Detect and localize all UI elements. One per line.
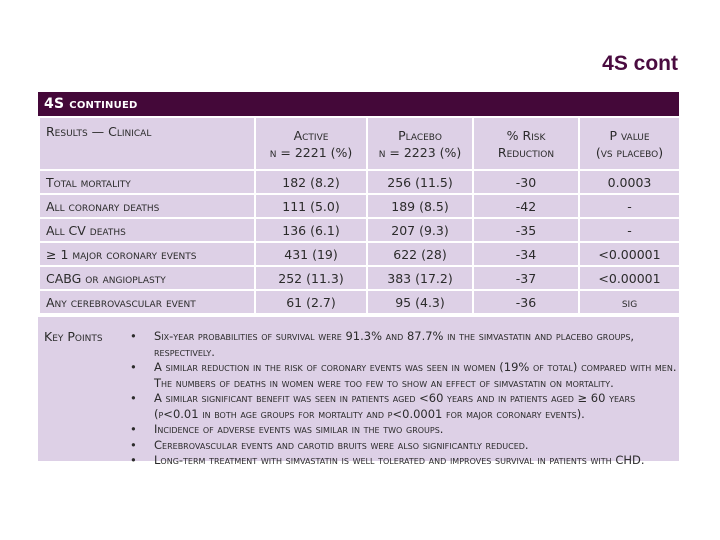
slide-title: 4S cont (602, 52, 678, 75)
header-sublabel: n = 2223 (%) (378, 144, 462, 160)
list-item (130, 360, 677, 391)
row-label: All coronary deaths (39, 194, 255, 218)
active-cell: 252 (11.3) (255, 266, 367, 290)
key-points-section (38, 315, 679, 467)
header-p-value (579, 117, 680, 170)
header-sublabel: n = 2221 (%) (269, 144, 353, 160)
risk-reduction-cell: -36 (473, 290, 579, 314)
row-label: ≥ 1 major coronary events (39, 242, 255, 266)
row-label: All CV deaths (39, 218, 255, 242)
placebo-cell: 207 (9.3) (367, 218, 473, 242)
p-value-cell: - (579, 194, 680, 218)
risk-reduction-cell: -35 (473, 218, 579, 242)
p-value-cell: - (579, 218, 680, 242)
list-item (130, 329, 677, 360)
table-row (39, 218, 680, 242)
header-label: P value (609, 127, 650, 143)
study-panel (38, 92, 679, 467)
header-label: % Risk (506, 127, 546, 143)
active-cell: 111 (5.0) (255, 194, 367, 218)
row-label: Total mortality (39, 170, 255, 194)
table-row (39, 194, 680, 218)
key-point-text: Long-term treatment with simvastatin is well tolerated and improves survival in patients with CHD. (154, 453, 645, 467)
key-point-text: Incidence of adverse events was similar in the two groups. (154, 422, 444, 436)
bullet-icon: • (130, 453, 137, 467)
placebo-cell: 256 (11.5) (367, 170, 473, 194)
active-cell: 431 (19) (255, 242, 367, 266)
bullet-icon: • (130, 360, 137, 374)
table-row (39, 266, 680, 290)
active-cell: 136 (6.1) (255, 218, 367, 242)
placebo-cell: 383 (17.2) (367, 266, 473, 290)
header-placebo (367, 117, 473, 170)
header-active (255, 117, 367, 170)
p-value-cell: <0.00001 (579, 266, 680, 290)
row-label: Any cerebrovascular event (39, 290, 255, 314)
table-row (39, 242, 680, 266)
header-label: Results — Clinical (46, 124, 152, 139)
key-points-list (130, 329, 677, 469)
key-point-text: A similar significant benefit was seen in patients aged <60 years and in patients aged ≥ 60 years (p<0.01 in both age groups for mortality and p<0.0001 for major coronary events). (154, 391, 636, 421)
p-value-cell: sig (579, 290, 680, 314)
header-label: Placebo (398, 127, 442, 143)
header-risk-reduction (473, 117, 579, 170)
active-cell: 61 (2.7) (255, 290, 367, 314)
table-header-row (39, 117, 680, 170)
placebo-cell: 95 (4.3) (367, 290, 473, 314)
header-sublabel: (vs placebo) (595, 144, 664, 160)
placebo-cell: 189 (8.5) (367, 194, 473, 218)
table-row (39, 170, 680, 194)
p-value-cell: <0.00001 (579, 242, 680, 266)
bullet-icon: • (130, 422, 137, 436)
table-row (39, 290, 680, 314)
panel-header-band: 4S continued (38, 92, 679, 116)
header-sublabel: Reduction (497, 144, 555, 160)
bullet-icon: • (130, 329, 137, 343)
placebo-cell: 622 (28) (367, 242, 473, 266)
bullet-icon: • (130, 437, 137, 452)
key-points-label: Key Points (44, 329, 103, 344)
risk-reduction-cell: -42 (473, 194, 579, 218)
bullet-icon: • (130, 391, 137, 405)
header-label: Active (293, 127, 329, 143)
list-item (130, 422, 677, 438)
risk-reduction-cell: -30 (473, 170, 579, 194)
p-value-cell: 0.0003 (579, 170, 680, 194)
key-point-text: Cerebrovascular events and carotid bruits were also significantly reduced. (154, 437, 529, 452)
list-item (130, 391, 677, 422)
list-item (130, 453, 677, 469)
list-item (130, 438, 677, 454)
row-label: CABG or angioplasty (39, 266, 255, 290)
risk-reduction-cell: -34 (473, 242, 579, 266)
risk-reduction-cell: -37 (473, 266, 579, 290)
results-table (38, 116, 681, 315)
key-point-text: A similar reduction in the risk of coronary events was seen in women (19% of total) compared with men. The numbers of deaths in women were too few to show an effect of simvastatin on mortality. (154, 360, 677, 390)
active-cell: 182 (8.2) (255, 170, 367, 194)
header-results-clinical (39, 117, 255, 170)
key-point-text: Six-year probabilities of survival were 91.3% and 87.7% in the simvastatin and placebo groups, respectively. (154, 329, 635, 359)
